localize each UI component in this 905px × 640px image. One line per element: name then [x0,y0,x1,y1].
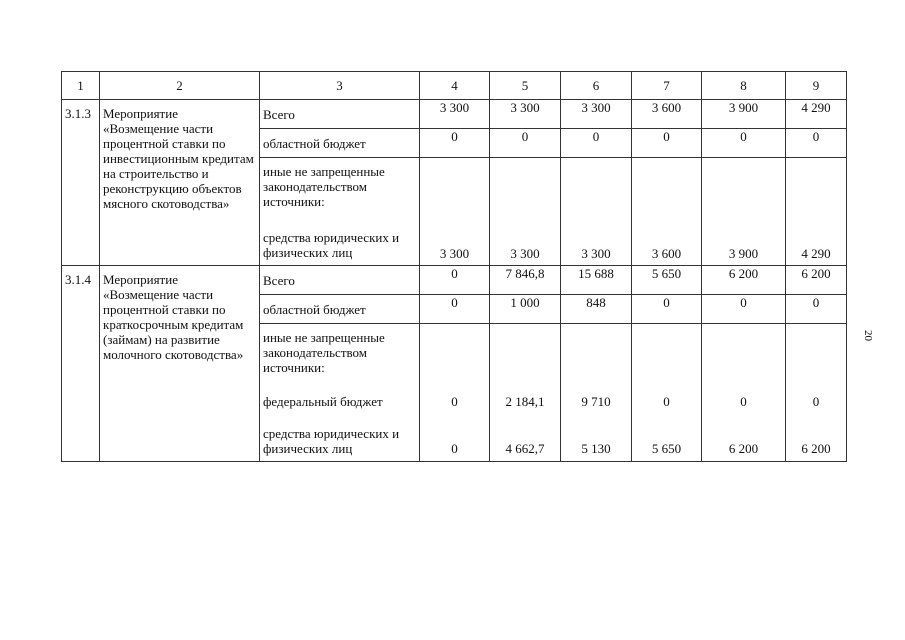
value-cell: 3 600 [632,158,702,266]
value-federal: 0 [812,394,820,409]
value-federal: 0 [451,394,458,409]
value-cell: 0 [420,129,490,158]
header-cell: 5 [490,72,561,100]
other-sources-label: иные не запрещенные законодательством источники: [263,330,385,375]
source-label: средства юридических и физических лиц [263,426,400,456]
value-legal: 6 200 [801,441,831,456]
value-cell: 3 900 [702,158,786,266]
value-legal: 5 650 [651,441,682,456]
value-cell: 6 200 [786,266,847,295]
value-cell: 0 [561,129,632,158]
value-legal: 5 130 [581,441,611,456]
value-cell: 0 [702,295,786,324]
value-federal: 2 184,1 [505,394,545,409]
value-cell [702,324,786,462]
value-cell: 15 688 [561,266,632,295]
source-label: средства юридических и физических лиц [263,230,400,260]
value-cell: 4 290 [786,158,847,266]
value-cell: 7 846,8 [490,266,561,295]
header-cell: 9 [786,72,847,100]
header-cell: 4 [420,72,490,100]
value-cell: 5 650 [632,266,702,295]
header-cell: 2 [100,72,260,100]
value-cell: 3 900 [702,100,786,129]
measure-name: Мероприятие «Возмещение части процентной ставки по краткосрочным кредитам (займам) на развитие молочного скотоводства» [100,266,260,462]
value-cell: 848 [561,295,632,324]
header-row [62,72,847,100]
value-cell: 0 [632,295,702,324]
value-cell: 3 300 [561,100,632,129]
value-cell: 3 600 [632,100,702,129]
table-row [62,100,847,129]
value-cell: 3 300 [561,158,632,266]
value-cell [490,324,561,462]
value-cell: 3 300 [420,158,490,266]
header-cell: 6 [561,72,632,100]
value-cell [786,324,847,462]
value-cell: 6 200 [702,266,786,295]
value-cell: 0 [786,129,847,158]
measure-code: 3.1.3 [62,100,100,266]
header-cell: 8 [702,72,786,100]
source-label: федеральный бюджет [263,394,383,409]
value-cell [420,324,490,462]
value-cell: 3 300 [490,100,561,129]
budget-table [61,71,847,462]
value-cell: 0 [632,129,702,158]
value-cell [561,324,632,462]
value-federal: 0 [740,394,747,409]
value-cell [632,324,702,462]
source-label: Всего [260,266,420,295]
header-cell: 7 [632,72,702,100]
measure-code: 3.1.4 [62,266,100,462]
source-label: Всего [260,100,420,129]
value-cell: 0 [420,266,490,295]
header-cell: 1 [62,72,100,100]
value-cell: 4 290 [786,100,847,129]
table-row [62,266,847,295]
value-federal: 9 710 [581,394,611,409]
value-cell: 3 300 [490,158,561,266]
value-cell: 1 000 [490,295,561,324]
measure-name: Мероприятие «Возмещение части процентной ставки по инвестиционным кредитам на строительство и реконструкцию объектов мясного скотоводства» [100,100,260,266]
value-cell: 0 [490,129,561,158]
source-cell [260,324,420,462]
source-cell [260,158,420,266]
value-legal: 0 [451,441,458,456]
value-cell: 0 [702,129,786,158]
value-cell: 0 [420,295,490,324]
header-cell: 3 [260,72,420,100]
value-federal: 0 [663,394,670,409]
value-legal: 6 200 [728,441,759,456]
source-label: областной бюджет [260,295,420,324]
value-cell: 0 [786,295,847,324]
value-legal: 4 662,7 [505,441,545,456]
source-label: областной бюджет [260,129,420,158]
page-number: 20 [862,330,874,341]
value-cell: 3 300 [420,100,490,129]
other-sources-label: иные не запрещенные законодательством источники: [263,164,385,209]
